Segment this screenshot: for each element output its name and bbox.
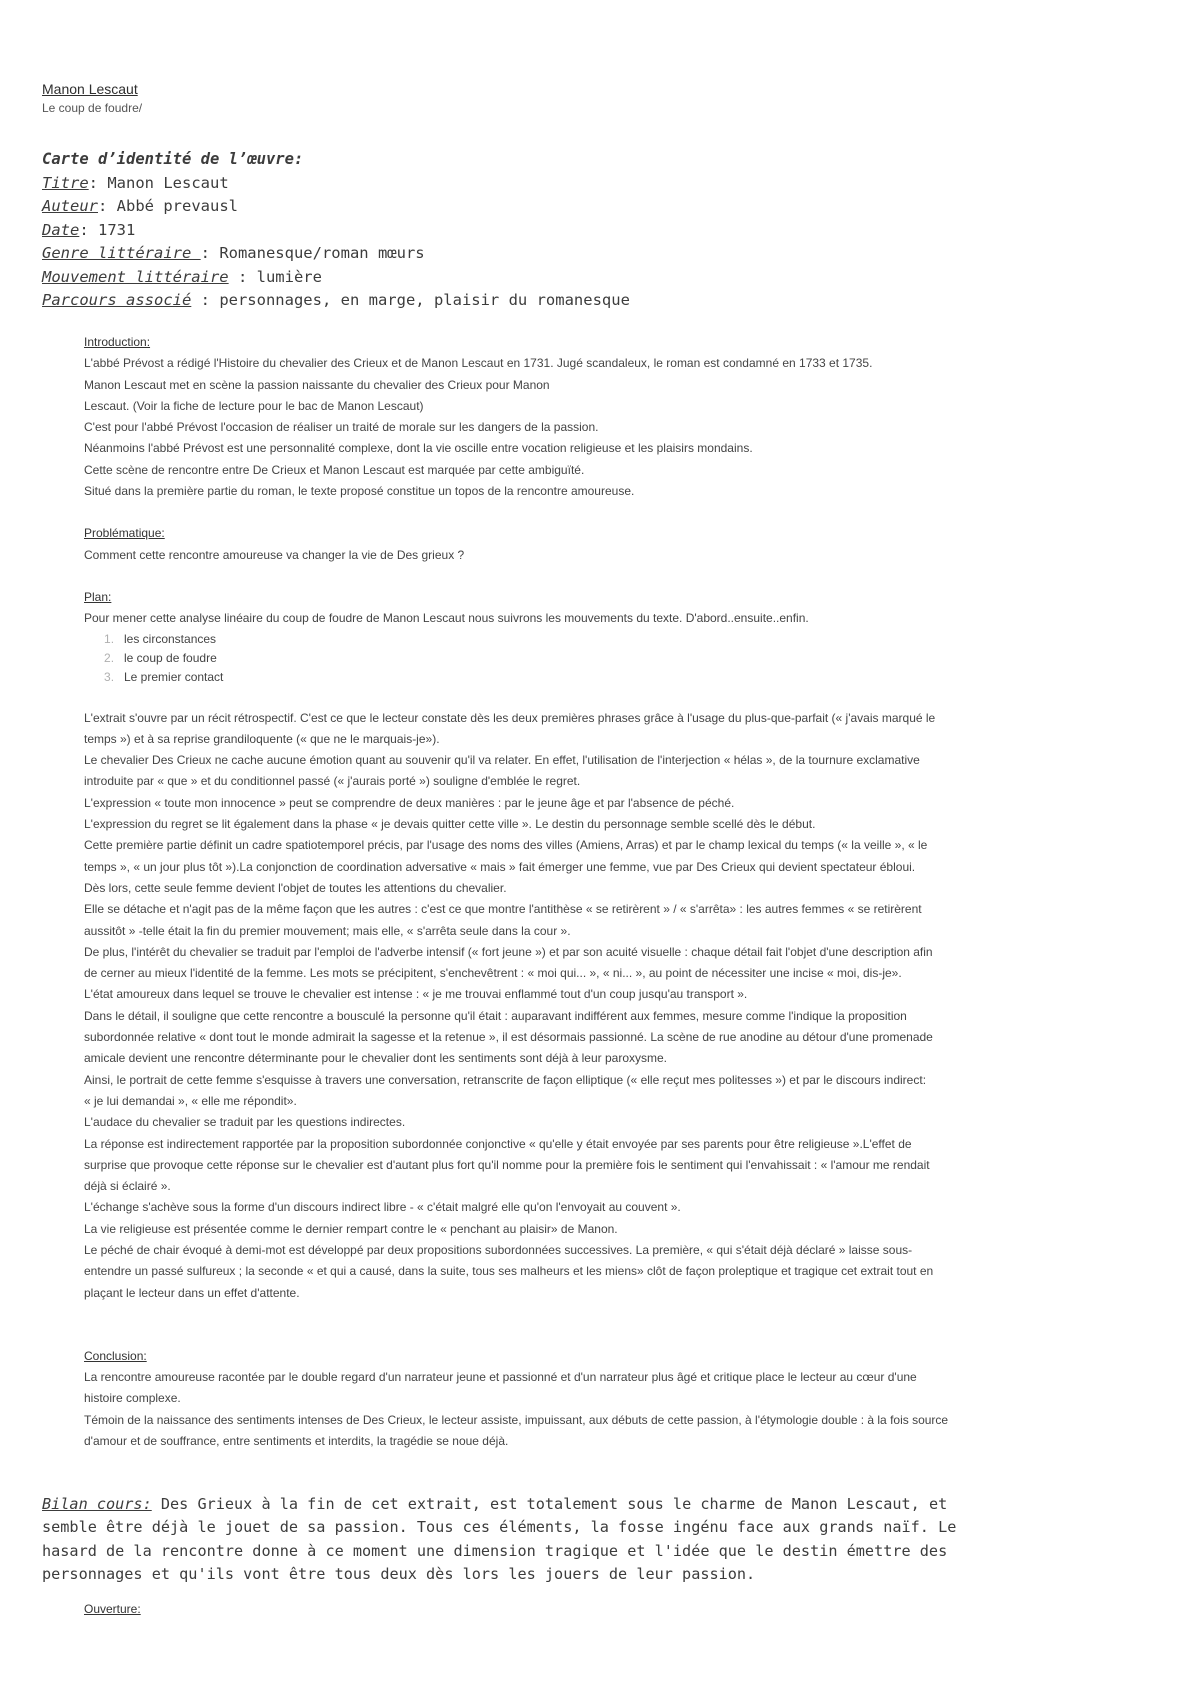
identity-key: Auteur — [42, 197, 98, 215]
bilan-line: semble être déjà le jouet de sa passion. Tous ces éléments, la fosse ingénu face aux grands naïf. Le — [42, 1518, 957, 1537]
paragraph-line: amicale devient une rencontre déterminante pour le chevalier dont les sentiments sont déjà à leur paroxysme. — [84, 1051, 667, 1066]
paragraph-line: Cette première partie définit un cadre spatiotemporel précis, par l'usage des noms des villes (Amiens, Arras) et par le champ lexical du temps (« la veille », « le — [84, 838, 928, 853]
paragraph-line: La vie religieuse est présentée comme le dernier rempart contre le « penchant au plaisir» de Manon. — [84, 1221, 618, 1236]
identity-sep: : — [228, 267, 257, 286]
problematique-heading: Problématique: — [84, 526, 165, 541]
identity-row-title — [42, 172, 630, 196]
identity-value: personnages, en marge, plaisir du romanesque — [219, 291, 630, 309]
paragraph-line: Manon Lescaut met en scène la passion naissante du chevalier des Crieux pour Manon — [84, 377, 550, 392]
document-title: Manon Lescaut — [42, 81, 138, 97]
document-header — [42, 80, 142, 116]
paragraph-line: Le chevalier Des Crieux ne cache aucune émotion quant au souvenir qu'il va relater. En effet, l'utilisation de l'interjection « hélas », de la tournure exclamative — [84, 753, 920, 768]
identity-row-parcours — [42, 289, 630, 313]
identity-row-genre — [42, 242, 630, 266]
paragraph-line: Témoin de la naissance des sentiments intenses de Des Crieux, le lecteur assiste, impuissant, aux débuts de cette passion, à l'étymologie double : à la fois source — [84, 1412, 949, 1427]
document-subtitle: Le coup de foudre/ — [42, 101, 143, 115]
bilan-line: hasard de la rencontre donne à ce moment une dimension tragique et l'idée que le destin émettre des — [42, 1541, 948, 1560]
bilan-section — [42, 1493, 1162, 1586]
paragraph-line: La réponse est indirectement rapportée par la proposition subordonnée conjonctive « qu'elle y était envoyée par ses parents pour être religieuse ».L'effet de — [84, 1136, 912, 1151]
paragraph-line: La rencontre amoureuse racontée par le double regard d'un narrateur jeune et passionné et d'un narrateur plus âgé et critique place le lecteur au cœur d'une — [84, 1370, 917, 1385]
plan-item: Le premier contact — [124, 669, 224, 684]
identity-heading: Carte d’identité de l’œuvre: — [42, 150, 304, 168]
paragraph-line: Néanmoins l'abbé Prévost est une personnalité complexe, dont la vie oscille entre vocation religieuse et les plaisirs mondains. — [84, 441, 753, 456]
identity-row-date — [42, 219, 630, 243]
paragraph-line: temps ») et à sa reprise grandiloquente (« que ne le marquais-je»). — [84, 731, 440, 746]
problematique-text: Comment cette rencontre amoureuse va changer la vie de Des grieux ? — [84, 547, 465, 562]
plan-intro: Pour mener cette analyse linéaire du coup de foudre de Manon Lescaut nous suivrons les mouvements du texte. D'abord..ensuite..enfin. — [84, 611, 809, 626]
paragraph-line: Dans le détail, il souligne que cette rencontre a bousculé la personne qu'il était : auparavant indifférent aux femmes, mesure comme l'indique la proposition — [84, 1008, 907, 1023]
paragraph-line: histoire complexe. — [84, 1391, 181, 1406]
paragraph-line: d'amour et de souffrance, entre sentiments et interdits, la tragédie se noue déjà. — [84, 1434, 509, 1449]
paragraph-line: Lescaut. (Voir la fiche de lecture pour le bac de Manon Lescaut) — [84, 398, 424, 413]
identity-value: 1731 — [98, 220, 136, 239]
paragraph-line: subordonnée relative « dont tout le monde admirait la sagesse et la retenue », il est désormais passionné. La scène de rue anodine au détour d'une promenade — [84, 1030, 933, 1045]
paragraph-line: Le péché de chair évoqué à demi-mot est développé par deux propositions subordonnées successives. La première, « qui s'était déjà déclaré » laisse sous- — [84, 1242, 913, 1257]
identity-key: Mouvement littéraire — [42, 267, 229, 286]
identity-key: Genre littéraire — [42, 244, 201, 262]
identity-sep: : — [98, 197, 117, 215]
paragraph-line: L'extrait s'ouvre par un récit rétrospectif. C'est ce que le lecteur constate dès les deux premières phrases grâce à l'usage du plus-que-parfait (« j'avais marqué le — [84, 710, 936, 725]
bilan-line: Des Grieux à la fin de cet extrait, est totalement sous le charme de Manon Lescaut, et — [151, 1495, 948, 1513]
paragraph-line: surprise que provoque cette réponse sur le chevalier est d'autant plus fort qu'il nomme pour la première fois le sentiment qui l'envahissait : « l'amour me rendait — [84, 1157, 930, 1172]
identity-key: Parcours associé — [42, 291, 192, 309]
paragraph-line: Situé dans la première partie du roman, le texte proposé constitue un topos de la rencontre amoureuse. — [84, 484, 635, 499]
paragraph-line: Elle se détache et n'agit pas de la même façon que les autres : c'est ce que montre l'antithèse « se retirèrent » / « s'arrêta» : les autres femmes « se retirèrent — [84, 902, 922, 917]
plan-heading: Plan: — [84, 589, 112, 604]
identity-sep: : — [79, 220, 98, 239]
ouverture-heading: Ouverture: — [84, 1602, 141, 1616]
paragraph-line: introduite par « que » et du conditionnel passé (« j'aurais porté ») souligne d'emblée le regret. — [84, 774, 581, 789]
document-body — [84, 332, 1164, 1452]
analysis-section — [84, 708, 1164, 1304]
paragraph-line: temps », « un jour plus tôt »).La conjonction de coordination adversative « mais » fait émerger une femme, vue par Des Crieux qui devient spectateur ébloui. — [84, 859, 916, 874]
identity-key: Date — [42, 220, 80, 239]
paragraph-line: L'échange s'achève sous la forme d'un discours indirect libre - « c'était malgré elle qu'on l'envoyait au couvent ». — [84, 1200, 681, 1215]
identity-row-author — [42, 195, 630, 219]
paragraph-line: L'abbé Prévost a rédigé l'Histoire du chevalier des Crieux et de Manon Lescaut en 1731. Jugé scandaleux, le roman est condamné en 1733 et 1735. — [84, 356, 873, 371]
plan-list — [84, 630, 1164, 687]
bilan-line: personnages et qu'ils vont être tous deux dès lors les jouers de leur passion. — [42, 1564, 756, 1583]
bilan-heading: Bilan cours: — [42, 1495, 152, 1513]
identity-value: Romanesque/roman mœurs — [219, 244, 425, 262]
paragraph-line: De plus, l'intérêt du chevalier se traduit par l'emploi de l'adverbe intensif (« fort jeune ») et par son acuité visuelle : chaque détail fait l'objet d'une description afin — [84, 944, 933, 959]
paragraph-line: aussitôt » -telle était la fin du premier mouvement; mais elle, « s'arrêta seule dans la cour ». — [84, 923, 571, 938]
identity-card — [42, 148, 630, 313]
identity-value: Abbé prevausl — [116, 197, 238, 215]
paragraph-line: de cerner au mieux l'identité de la femme. Les mots se précipitent, s'enchevêtrent : « moi qui... », « ni... », au point de nécessiter une incise « moi, dis-je». — [84, 966, 902, 981]
conclusion-heading: Conclusion: — [84, 1348, 147, 1363]
identity-value: lumière — [256, 267, 322, 286]
paragraph-line: « je lui demandai », « elle me répondit». — [84, 1093, 297, 1108]
identity-sep: : — [191, 291, 220, 309]
paragraph-line: entendre un passé sulfureux ; la seconde « et qui a causé, dans la suite, tous ses malheurs et les miens» clôt de façon proleptique et tragique cet extrait tout en — [84, 1264, 934, 1279]
identity-value: Manon Lescaut — [107, 173, 229, 192]
paragraph-line: C'est pour l'abbé Prévost l'occasion de réaliser un traité de morale sur les dangers de la passion. — [84, 420, 599, 435]
paragraph-line: L'expression « toute mon innocence » peut se comprendre de deux manières : par le jeune âge et par l'absence de péché. — [84, 795, 735, 810]
paragraph-line: Dès lors, cette seule femme devient l'objet de toutes les attentions du chevalier. — [84, 880, 507, 895]
paragraph-line: déjà si éclairé ». — [84, 1179, 171, 1194]
paragraph-line: L'état amoureux dans lequel se trouve le chevalier est intense : « je me trouvai enflammé tout d'un coup jusqu'au transport ». — [84, 987, 748, 1002]
plan-item: les circonstances — [124, 631, 217, 646]
plan-item: le coup de foudre — [124, 650, 217, 665]
paragraph-line: L'expression du regret se lit également dans la phase « je devais quitter cette ville ». Le destin du personnage semble scellé dès le début. — [84, 817, 816, 832]
identity-row-movement — [42, 266, 630, 290]
introduction-heading: Introduction: — [84, 335, 151, 349]
paragraph-line: L'audace du chevalier se traduit par les questions indirectes. — [84, 1115, 406, 1130]
identity-key: Titre — [42, 173, 89, 192]
identity-sep: : — [88, 173, 108, 192]
paragraph-line: Ainsi, le portrait de cette femme s'esquisse à travers une conversation, retranscrite de façon elliptique (« elle reçut mes politesses ») et par le discours indirect: — [84, 1072, 927, 1087]
paragraph-line: Cette scène de rencontre entre De Crieux et Manon Lescaut est marquée par cette ambiguïté. — [84, 462, 585, 477]
paragraph-line: plaçant le lecteur dans un effet d'attente. — [84, 1285, 300, 1300]
identity-sep: : — [200, 244, 220, 262]
